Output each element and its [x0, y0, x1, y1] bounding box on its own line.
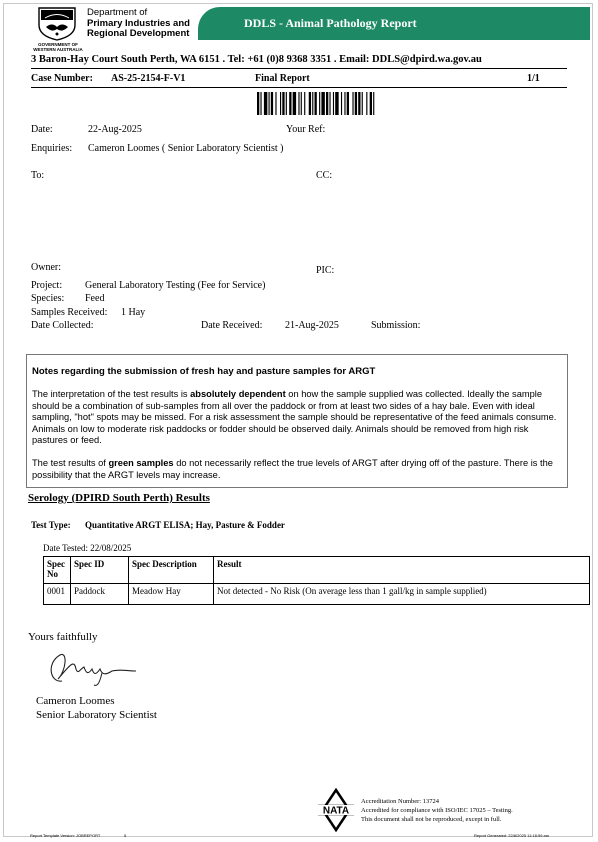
submission-label: Submission:	[371, 320, 421, 331]
barcode-bar	[257, 92, 259, 115]
barcode-bar	[264, 92, 267, 115]
barcode-bar	[355, 92, 357, 115]
footer-template-version: Report Template Version: JOBREPORT	[30, 833, 101, 838]
notes-p2-emphasis: green samples	[108, 458, 174, 468]
col-spec-no: Spec No	[44, 557, 71, 584]
wa-crest-icon	[36, 5, 78, 41]
report-title-banner	[198, 7, 590, 40]
test-type-value: Quantitative ARGT ELISA; Hay, Pasture & Fodder	[85, 520, 285, 530]
samples-label: Samples Received:	[31, 307, 108, 318]
date-value: 22-Aug-2025	[88, 124, 142, 135]
barcode-bar	[326, 92, 328, 115]
col-spec-id: Spec ID	[71, 557, 129, 584]
barcode-bar	[280, 92, 281, 115]
barcode-bar	[333, 92, 334, 115]
nata-logo-text: NATA	[322, 805, 350, 817]
cell-spec-description: Meadow Hay	[129, 584, 214, 605]
date-label: Date:	[31, 124, 53, 135]
barcode-bar	[271, 92, 273, 115]
case-number-label: Case Number:	[31, 73, 93, 84]
test-type-label: Test Type:	[31, 520, 71, 530]
enquiries-value: Cameron Loomes ( Senior Laboratory Scientist )	[88, 143, 284, 154]
col-result: Result	[214, 557, 590, 584]
accreditation-text	[361, 797, 513, 824]
barcode-bar	[329, 92, 330, 115]
col-spec-description: Spec Description	[129, 557, 214, 584]
barcode	[257, 92, 413, 115]
gov-line-2: WESTERN AUSTRALIA	[33, 47, 83, 52]
owner-label: Owner:	[31, 262, 61, 273]
cell-result: Not detected - No Risk (On average less than 1 gall/kg in sample supplied)	[214, 584, 590, 605]
barcode-bar	[347, 92, 349, 115]
cell-spec-no: 0001	[44, 584, 71, 605]
signatory-name: Cameron Loomes	[36, 695, 115, 707]
results-header-row	[44, 557, 590, 584]
notes-p2-rest: do not necessarily reflect the true levels of ARGT after drying off of the pasture. There is the possibility that the ARGT levels may increase.	[32, 458, 553, 480]
results-table	[43, 556, 590, 605]
barcode-bar	[335, 92, 338, 115]
barcode-bar	[304, 92, 305, 115]
report-status: Final Report	[255, 73, 310, 84]
notes-p1-text: The interpretation of the test results is	[32, 389, 191, 399]
notes-p1-emphasis: absolutely dependent	[190, 389, 286, 399]
government-label	[30, 42, 86, 52]
barcode-bar	[282, 92, 284, 115]
your-ref-label: Your Ref:	[286, 124, 326, 135]
signature	[40, 645, 140, 689]
signatory-title: Senior Laboratory Scientist	[36, 709, 157, 721]
barcode-bar	[362, 92, 363, 115]
case-number: AS-25-2154-F-V1	[111, 73, 186, 84]
dept-line-1: Department of	[87, 7, 148, 18]
barcode-bar	[321, 92, 324, 115]
date-collected-label: Date Collected:	[31, 320, 94, 331]
barcode-bar	[301, 92, 302, 115]
table-row	[44, 584, 590, 605]
accreditation-compliance: Accredited for compliance with ISO/IEC 17025 – Testing.	[361, 807, 513, 814]
barcode-bar	[286, 92, 287, 115]
report-title: DDLS - Animal Pathology Report	[244, 16, 417, 30]
notes-paragraph-1	[32, 389, 566, 447]
divider-top	[31, 68, 567, 69]
samples-value: 1 Hay	[121, 307, 146, 318]
results-section-title: Serology (DPIRD South Perth) Results	[28, 492, 210, 504]
species-label: Species:	[31, 293, 65, 304]
barcode-bar	[341, 92, 342, 115]
page-number: 1/1	[527, 73, 540, 84]
date-received-label: Date Received:	[201, 320, 263, 331]
divider-case	[31, 87, 567, 88]
project-value: General Laboratory Testing (Fee for Service)	[85, 280, 266, 291]
notes-p1-rest: on how the sample supplied was collected. Ideally the sample should be a combination of sub-samples from all over the paddock or from at least two sides of a hay bale. Even with ideal sampling, "hot" spots may be missed. For a risk assessment the sample should be representative of the feed animals consume. Animals on low to moderate risk paddocks or fodder should be observed daily. Animals should be removed from high risk pastures or feed.	[32, 389, 557, 446]
accreditation-reproduction: This document shall not be reproduced, except in full.	[361, 816, 502, 823]
barcode-bar	[312, 92, 313, 115]
to-label: To:	[31, 170, 45, 181]
date-tested: Date Tested: 22/08/2025	[43, 543, 132, 553]
gov-line-1: GOVERNMENT OF	[38, 42, 78, 47]
closing: Yours faithfully	[28, 631, 98, 643]
accreditation-number: Accreditation Number: 13724	[361, 798, 439, 805]
notes-paragraph-2	[32, 458, 566, 481]
notes-p2-text: The test results of	[32, 458, 109, 468]
barcode-bar	[370, 92, 372, 115]
barcode-bar	[315, 92, 317, 115]
dept-line-3: Regional Development	[87, 28, 190, 39]
department-name	[87, 8, 190, 40]
barcode-bar	[352, 92, 353, 115]
enquiries-label: Enquiries:	[31, 143, 73, 154]
date-received-value: 21-Aug-2025	[285, 320, 339, 331]
cc-label: CC:	[316, 170, 333, 181]
dept-line-2: Primary Industries and	[87, 17, 190, 29]
barcode-bar	[260, 92, 261, 115]
contact-line: 3 Baron-Hay Court South Perth, WA 6151 . Tel: +61 (0)8 9368 3351 . Email: DDLS@dpird.wa.gov.au	[31, 54, 482, 65]
species-value: Feed	[85, 293, 105, 304]
project-label: Project:	[31, 280, 63, 291]
barcode-bar	[373, 92, 374, 115]
nata-logo-icon	[318, 788, 354, 832]
barcode-bar	[298, 92, 299, 115]
barcode-bar	[289, 92, 291, 115]
barcode-bar	[358, 92, 360, 115]
barcode-bar	[366, 92, 367, 115]
footer-template-number: 5	[124, 833, 127, 838]
barcode-bar	[275, 92, 276, 115]
pic-label: PIC:	[316, 265, 335, 276]
cell-spec-id: Paddock	[71, 584, 129, 605]
barcode-bar	[269, 92, 270, 115]
footer-generated: Report Generated: 22/8/2025 11:18:59 am	[474, 833, 550, 838]
barcode-bar	[293, 92, 296, 115]
barcode-bar	[344, 92, 345, 115]
notes-heading: Notes regarding the submission of fresh hay and pasture samples for ARGT	[32, 366, 376, 377]
barcode-bar	[309, 92, 311, 115]
barcode-bar	[319, 92, 320, 115]
